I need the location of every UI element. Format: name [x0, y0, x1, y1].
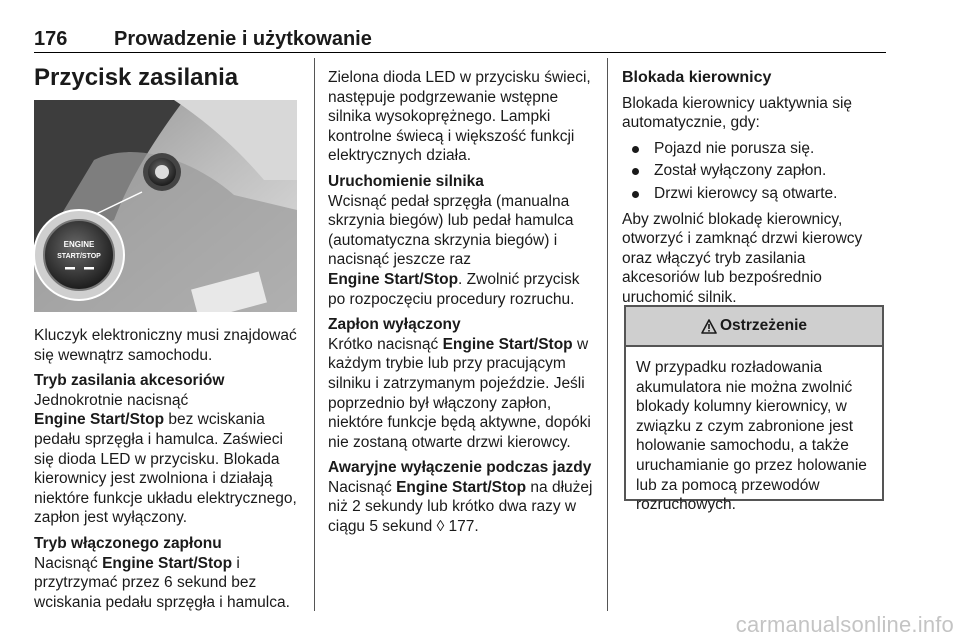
bullet-icon: [632, 168, 639, 175]
led-indicator-left: [65, 267, 75, 270]
led-indicator-right: [84, 267, 94, 270]
warning-header: [626, 307, 882, 347]
heading-accessory-mode: Tryb zasilania akcesoriów: [34, 372, 225, 390]
engine-start-stop-label: Engine Start/Stop: [102, 554, 233, 572]
emergency-stop-paragraph: [328, 478, 594, 537]
engine-start-paragraph: [328, 192, 594, 310]
accessory-mode-paragraph: [34, 391, 302, 528]
column-3: [622, 68, 886, 314]
engine-start-stop-label: Engine Start/Stop: [396, 478, 527, 496]
page-header: [34, 22, 886, 53]
list-item-text: Pojazd nie porusza się.: [654, 139, 815, 157]
list-item: [622, 161, 886, 181]
ignition-off-text-rest: w każdym trybie lub przy pracującym silniku i zatrzymanym pojeździe. Jeśli poprzednio był włączony zapłon, niektóre funkcje będą aktywne, dopóki nie zostaną otwarte drzwi kierowcy.: [328, 335, 591, 451]
warning-title: Ostrzeżenie: [719, 317, 807, 334]
heading-emergency-stop: Awaryjne wyłączenie podczas jazdy: [328, 459, 592, 477]
column-divider-1: [314, 58, 315, 611]
emergency-stop-text-rest: na dłużej niż 2 sekundy lub krótko dwa razy w ciągu 5 sekund: [328, 478, 593, 536]
engine-start-stop-label: Engine Start/Stop: [328, 270, 459, 288]
column-1: [34, 326, 302, 618]
page-reference-link[interactable]: 177.: [444, 518, 479, 536]
warning-text: W przypadku rozładowania akumulatora nie można zwolnić blokady kolumny kierownicy, w związku z czym zabronione jest holowanie samochodu, a także uruchamianie go przez holowanie lub za pomocą przewodów rozruchowych.: [636, 359, 867, 514]
engine-start-button-photo: [34, 100, 297, 312]
warning-triangle-icon: [701, 319, 717, 334]
accessory-mode-text: Jednokrotnie nacisnąć: [34, 391, 189, 409]
engine-start-text: Wcisnąć pedał sprzęgła (manualna skrzynia biegów) lub pedał hamulca (automatyczna skrzynia biegów) i nacisnąć jeszcze raz: [328, 192, 574, 269]
ignition-mode-text-rest: i przytrzymać przez 6 sekund bez wciskania pedału sprzęgła i hamulca.: [34, 554, 290, 611]
ignition-mode-text: Nacisnąć: [34, 554, 103, 572]
list-item-text: Drzwi kierowcy są otwarte.: [654, 184, 838, 202]
bullet-icon: [632, 146, 639, 153]
column-divider-2: [607, 58, 608, 611]
list-item: [622, 184, 886, 204]
list-item: [622, 139, 886, 159]
led-continuation-paragraph: Zielona dioda LED w przycisku świeci, następuje podgrzewanie wstępne silnika wysokoprężnego. Lampki kontrolne świecą i większość funkcji elektrycznych działa.: [328, 69, 591, 165]
ignition-off-text: Krótko nacisnąć: [328, 335, 443, 353]
steering-lock-conditions-list: [622, 139, 886, 204]
watermark: carmanualsonline.info: [735, 612, 954, 637]
heading-ignition-off: Zapłon wyłączony: [328, 316, 461, 334]
heading-engine-start: Uruchomienie silnika: [328, 172, 484, 190]
emergency-stop-text: Nacisnąć: [328, 478, 397, 496]
page-number: 176: [34, 28, 68, 50]
engine-start-text-rest: . Zwolnić przycisk po rozpoczęciu procedury rozruchu.: [328, 270, 580, 308]
page-reference-arrow-icon: ◊: [436, 518, 445, 536]
warning-box: [624, 305, 884, 514]
accessory-mode-text-rest: bez wciskania pedału sprzęgła i hamulca. Zaświeci się dioda LED w przycisku. Blokada kierownicy jest zwolniona i działają niektóre funkcje układu elektrycznego, zapłon jest wyłączony.: [34, 411, 297, 527]
button-label-engine: ENGINE: [63, 240, 95, 249]
engine-start-stop-label: Engine Start/Stop: [34, 411, 165, 429]
button-label-start-stop: START/STOP: [57, 253, 101, 260]
key-intro-paragraph: Kluczyk elektroniczny musi znajdować się wewnątrz samochodu.: [34, 327, 297, 364]
column-2: [328, 68, 594, 543]
engine-start-stop-label: Engine Start/Stop: [442, 335, 573, 353]
section-title: Przycisk zasilania: [34, 64, 239, 91]
ignition-off-paragraph: [328, 335, 594, 453]
steering-lock-release-paragraph: Aby zwolnić blokadę kierownicy, otworzyć i zamknąć drzwi kierowcy oraz włączyć tryb zasilania akcesoriów lub bezpośrednio uruchomić silnik.: [622, 210, 863, 306]
steering-lock-intro: Blokada kierownicy uaktywnia się automatycznie, gdy:: [622, 94, 853, 132]
running-title: Prowadzenie i użytkowanie: [114, 28, 372, 50]
heading-steering-lock: Blokada kierownicy: [622, 69, 772, 86]
list-item-text: Został wyłączony zapłon.: [654, 162, 827, 180]
photo-illustration: [34, 100, 297, 312]
heading-ignition-mode: Tryb włączonego zapłonu: [34, 534, 222, 552]
bullet-icon: [632, 191, 639, 198]
ignition-mode-paragraph: [34, 554, 302, 613]
